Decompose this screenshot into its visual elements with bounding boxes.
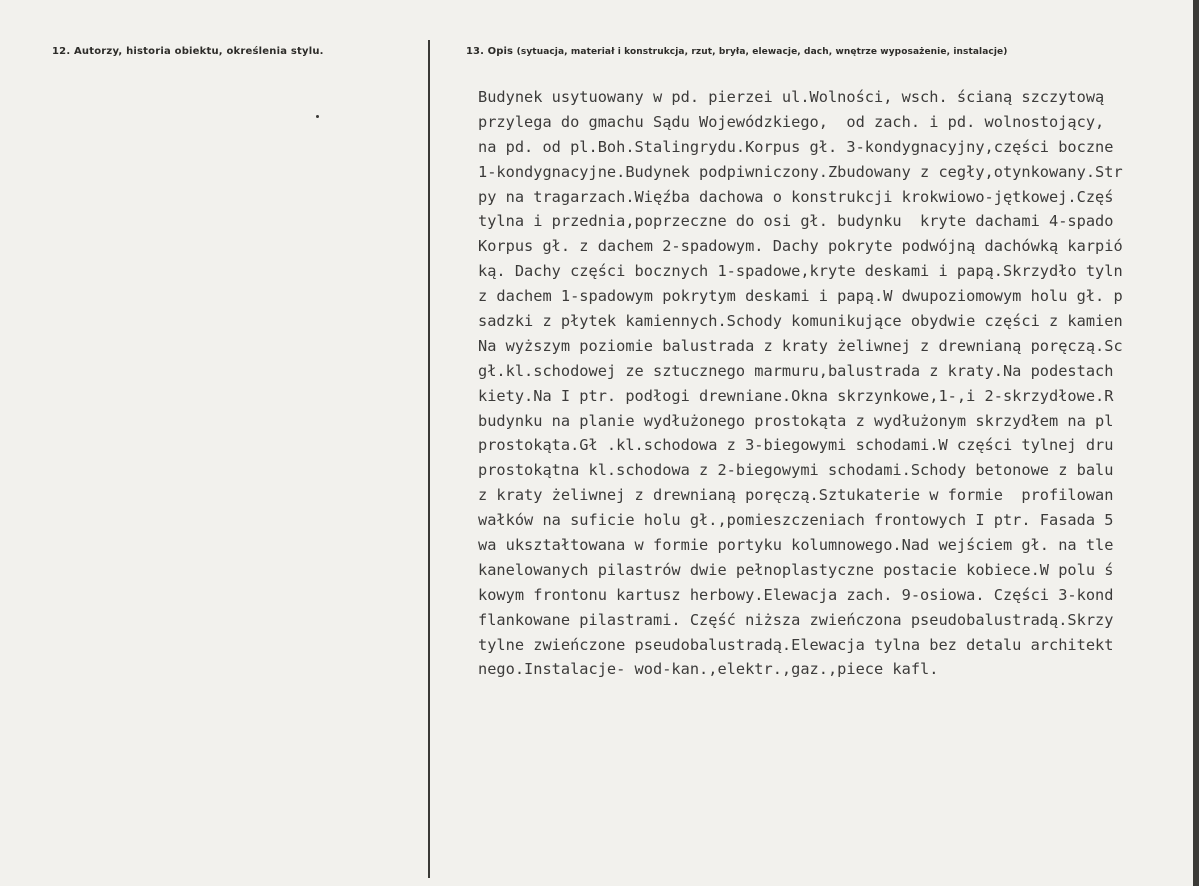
typed-line: py na tragarzach.Więźba dachowa o konstrukcji krokwiowo-jętkowej.Częś — [478, 187, 1114, 206]
typed-line: z dachem 1-spadowym pokrytym deskami i papą.W dwupoziomowym holu gł. p — [478, 287, 1123, 306]
typed-line: Na wyższym poziomie balustrada z kraty żeliwnej z drewnianą poręczą.Sc — [478, 336, 1123, 355]
typed-description — [478, 85, 1193, 725]
section-13-number: 13. — [466, 46, 485, 57]
paper-speck — [316, 115, 319, 118]
typed-line: Budynek usytuowany w pd. pierzei ul.Wolności, wsch. ścianą szczytową — [478, 88, 1105, 106]
column-divider — [428, 40, 430, 878]
typed-line: wałków na suficie holu gł.,pomieszczeniach frontowych I ptr. Fasada 5 — [478, 511, 1114, 530]
section-13-title: Opis — [487, 46, 514, 57]
typed-line: 1-kondygnacyjne.Budynek podpiwniczony.Zbudowany z cegły,otynkowany.Str — [478, 162, 1123, 181]
typed-line: tylne zwieńczone pseudobalustradą.Elewacja tylna bez detalu architekt — [478, 635, 1114, 654]
typed-line: kiety.Na I ptr. podłogi drewniane.Okna skrzynkowe,1-,i 2-skrzydłowe.R — [478, 386, 1114, 405]
typed-line: sadzki z płytek kamiennych.Schody komunikujące obydwie części z kamien — [478, 312, 1123, 331]
section-13-heading — [466, 46, 1007, 57]
typed-line: przylega do gmachu Sądu Wojewódzkiego, od zach. i pd. wolnostojący, — [478, 112, 1105, 131]
typed-line: nego.Instalacje- wod-kan.,elektr.,gaz.,piece kafl. — [478, 660, 939, 679]
typed-line: gł.kl.schodowej ze sztucznego marmuru,balustrada z kraty.Na podestach — [478, 361, 1114, 380]
typed-line: flankowane pilastrami. Część niższa zwieńczona pseudobalustradą.Skrzy — [478, 610, 1114, 629]
section-13-details: (sytuacja, materiał i konstrukcja, rzut, bryła, elewacje, dach, wnętrze wyposażenie, instalacje) — [516, 47, 1008, 57]
page-edge — [1193, 0, 1199, 886]
typed-line: Korpus gł. z dachem 2-spadowym. Dachy pokryte podwójną dachówką karpió — [478, 237, 1123, 256]
typed-line: kowym frontonu kartusz herbowy.Elewacja zach. 9-osiowa. Części 3-kond — [478, 585, 1114, 604]
typed-line: prostokąta.Gł .kl.schodowa z 3-biegowymi schodami.W części tylnej dru — [478, 436, 1114, 455]
typed-line: ką. Dachy części bocznych 1-spadowe,kryte deskami i papą.Skrzydło tyln — [478, 262, 1123, 281]
typed-line: budynku na planie wydłużonego prostokąta z wydłużonym skrzydłem na pl — [478, 411, 1114, 430]
typed-line: kanelowanych pilastrów dwie pełnoplastyczne postacie kobiece.W polu ś — [478, 560, 1114, 579]
typed-line: wa ukształtowana w formie portyku kolumnowego.Nad wejściem gł. na tle — [478, 536, 1114, 555]
section-12-heading: 12. Autorzy, historia obiektu, określenia stylu. — [52, 46, 324, 57]
typed-line: z kraty żeliwnej z drewnianą poręczą.Sztukaterie w formie profilowan — [478, 486, 1114, 505]
typed-line: tylna i przednia,poprzeczne do osi gł. budynku kryte dachami 4-spado — [478, 212, 1114, 231]
typed-line: prostokątna kl.schodowa z 2-biegowymi schodami.Schody betonowe z balu — [478, 461, 1114, 480]
typed-line: na pd. od pl.Boh.Stalingrydu.Korpus gł. 3-kondygnacyjny,części boczne — [478, 137, 1114, 156]
